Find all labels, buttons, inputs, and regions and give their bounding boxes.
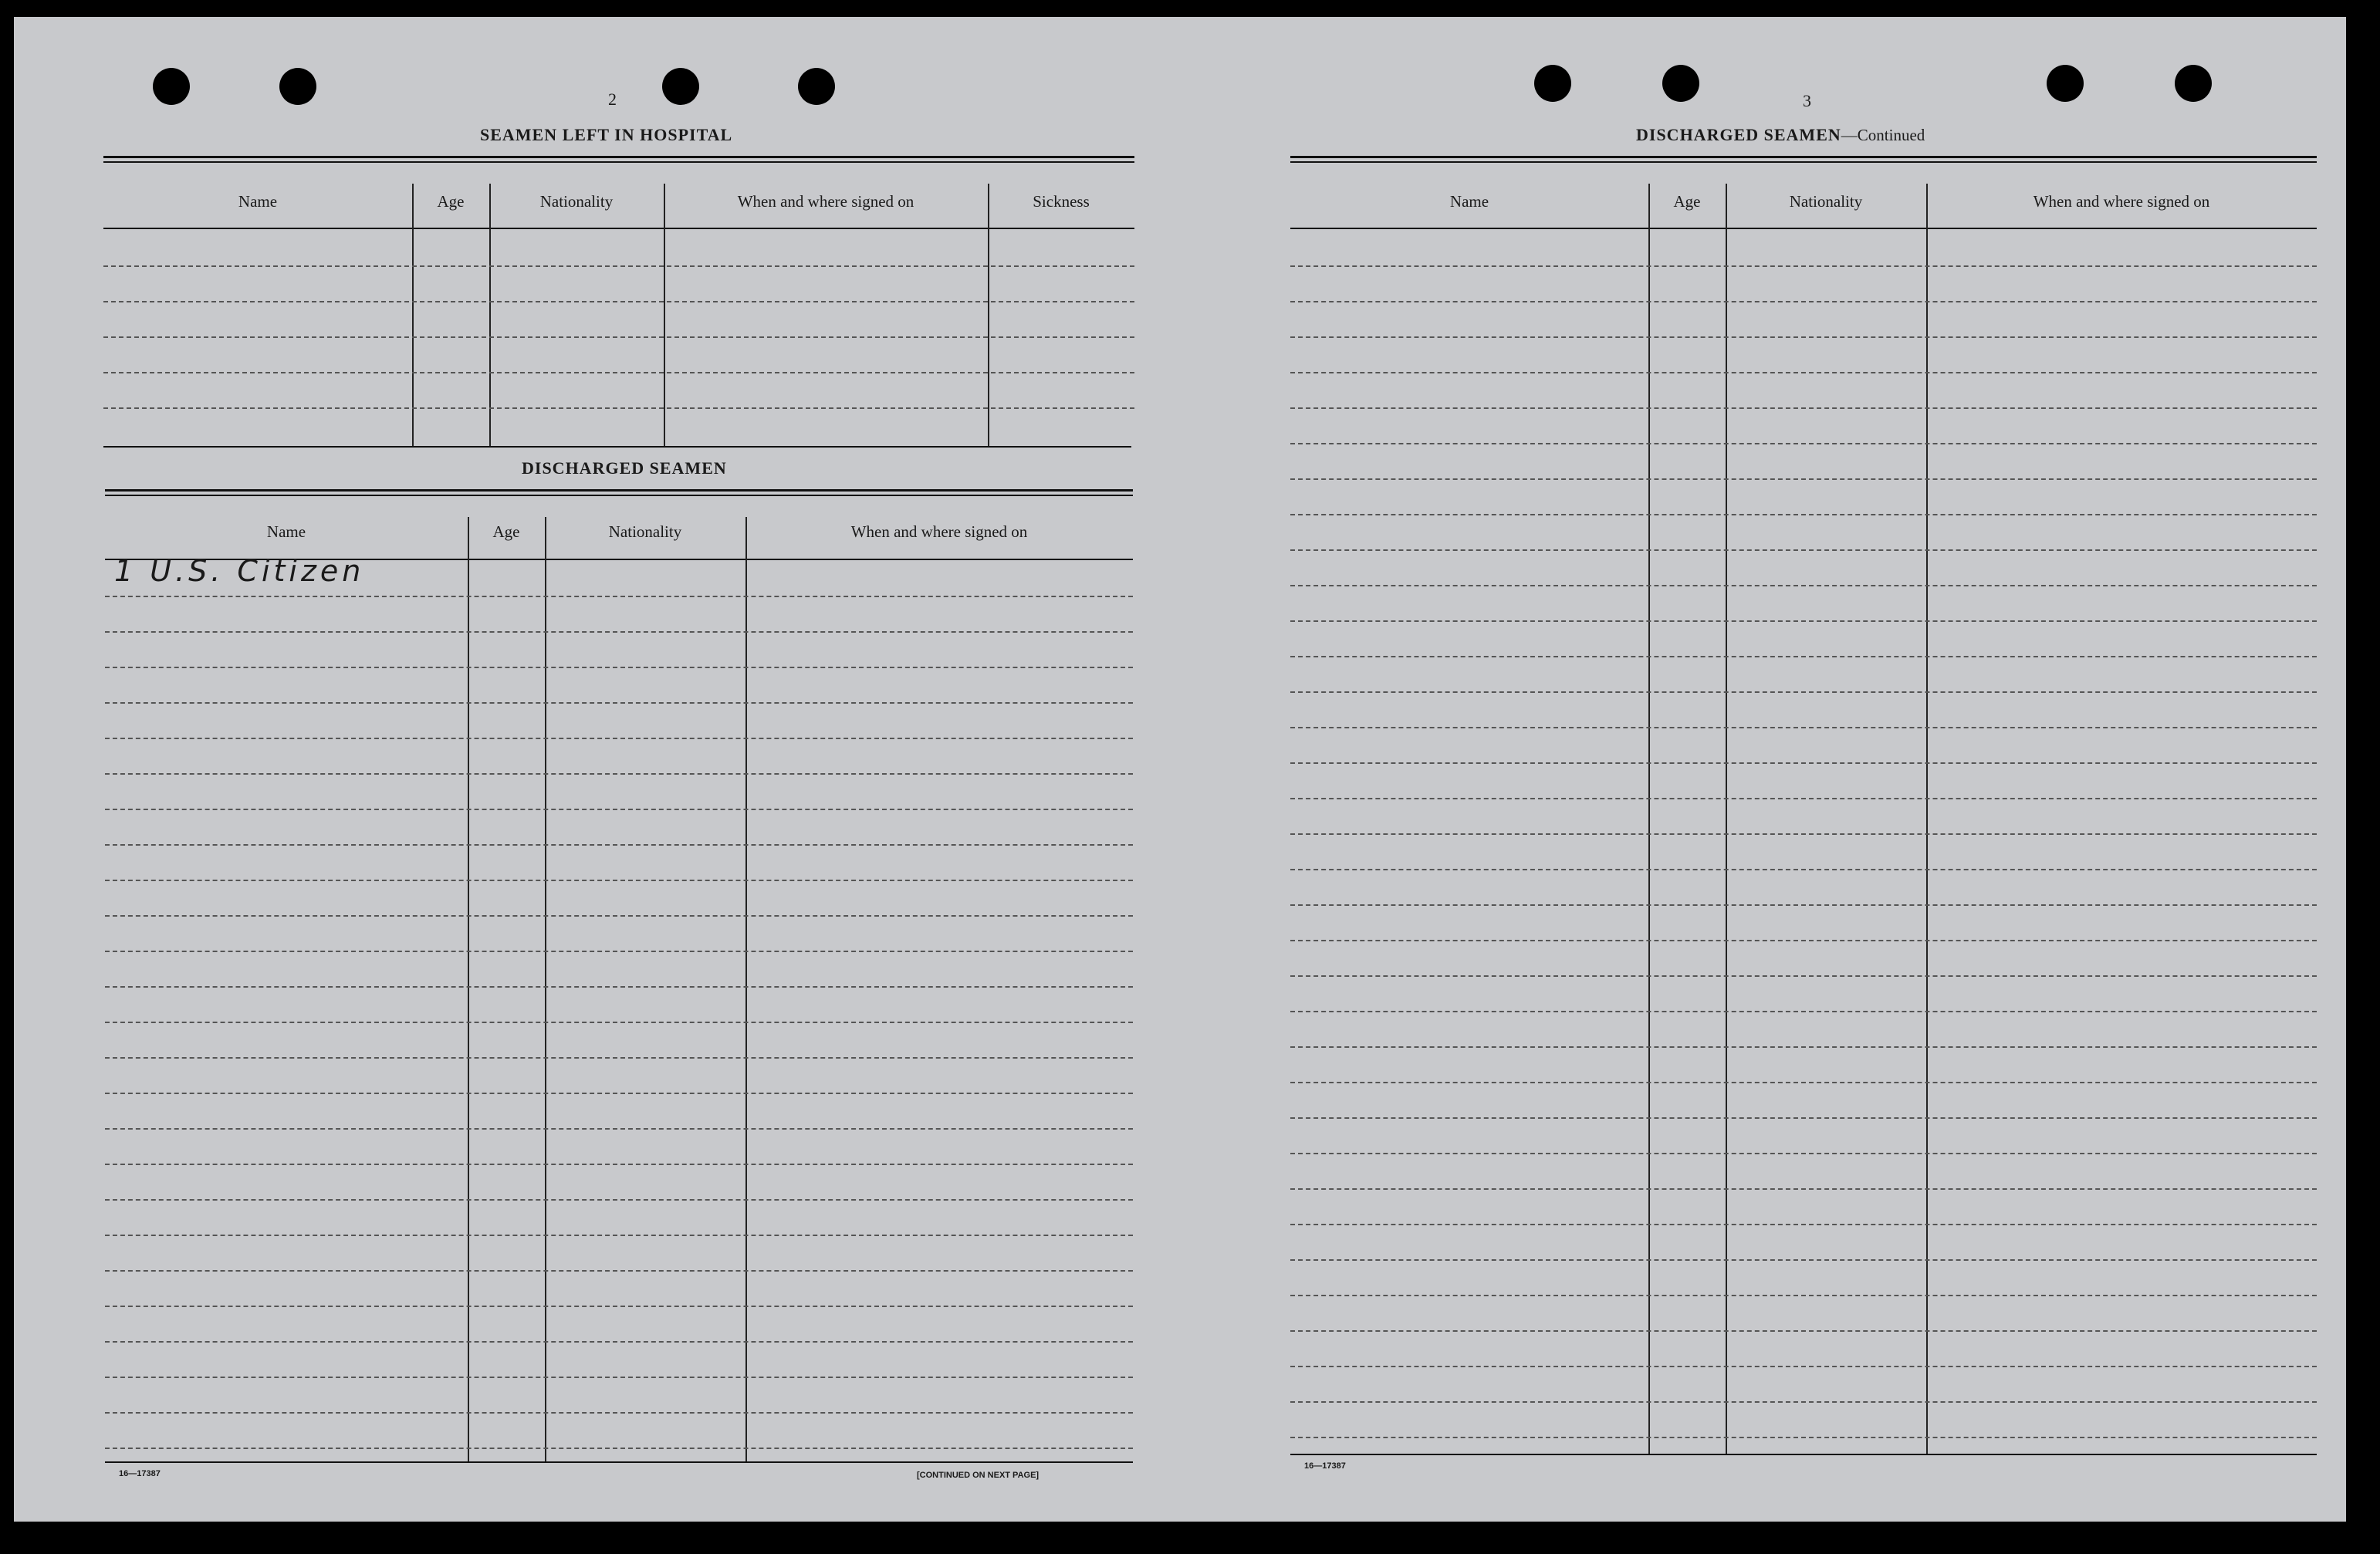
hospital-table <box>103 156 1134 449</box>
row-rule <box>1290 1330 2317 1332</box>
row-rule <box>105 702 1133 704</box>
page-number: 2 <box>608 90 617 109</box>
row-rule <box>1290 265 2317 267</box>
row-rule <box>1290 478 2317 480</box>
row-rule <box>105 1164 1133 1165</box>
row-rule <box>105 1057 1133 1059</box>
row-rule <box>1290 1011 2317 1012</box>
row-rule <box>1290 1046 2317 1048</box>
row-rule <box>105 809 1133 810</box>
row-rule <box>105 951 1133 952</box>
row-rule <box>1290 1401 2317 1403</box>
discharged-section-title: DISCHARGED SEAMEN <box>522 458 727 478</box>
row-rule <box>105 986 1133 988</box>
row-rule <box>105 1235 1133 1236</box>
row-rule <box>1290 798 2317 799</box>
row-rule <box>105 667 1133 668</box>
row-rule <box>1290 1153 2317 1154</box>
row-rule <box>105 1199 1133 1201</box>
row-rule <box>1290 975 2317 977</box>
row-rule <box>105 1412 1133 1414</box>
title-suffix: —Continued <box>1841 126 1925 144</box>
row-rule <box>1290 443 2317 444</box>
row-rule <box>1290 762 2317 764</box>
row-rule <box>105 844 1133 846</box>
row-rule <box>105 631 1133 633</box>
row-rule <box>1290 1295 2317 1296</box>
row-rule <box>105 915 1133 917</box>
handwritten-entry: 1 U.S. Citizen <box>114 554 365 588</box>
row-rule <box>105 596 1133 597</box>
row-rule <box>1290 833 2317 835</box>
row-rule <box>1290 585 2317 586</box>
row-rule <box>1290 691 2317 693</box>
row-rule <box>105 1377 1133 1378</box>
row-rule <box>1290 1366 2317 1367</box>
form-number: 16—17387 <box>1304 1461 1346 1471</box>
left-page <box>14 17 1171 1522</box>
row-rule <box>105 1306 1133 1307</box>
discharged-continued-title <box>1636 125 1925 145</box>
discharged-continued-table <box>1290 156 2317 1460</box>
row-rule <box>105 1128 1133 1130</box>
row-rule <box>1290 727 2317 728</box>
column-header-name: Name <box>1449 192 1489 211</box>
continued-note: [CONTINUED ON NEXT PAGE] <box>917 1471 1040 1480</box>
column-header-nationality: Nationality <box>608 522 682 541</box>
row-rule <box>105 738 1133 739</box>
row-rule <box>105 1270 1133 1272</box>
row-rule <box>1290 656 2317 657</box>
column-header-sickness: Sickness <box>1033 192 1090 211</box>
row-rule <box>1290 1188 2317 1190</box>
form-number: 16—17387 <box>119 1469 161 1478</box>
row-rule <box>1290 869 2317 870</box>
column-header-age: Age <box>437 192 465 211</box>
row-rule <box>105 1093 1133 1094</box>
row-rule <box>1290 514 2317 515</box>
row-rule <box>1290 301 2317 302</box>
column-header-age: Age <box>1673 192 1701 211</box>
column-header-signed-on: When and where signed on <box>2033 192 2210 211</box>
page-number: 3 <box>1803 91 1811 110</box>
column-header-name: Name <box>266 522 306 541</box>
row-rule <box>1290 940 2317 941</box>
row-rule <box>105 773 1133 775</box>
discharged-table <box>105 489 1133 1463</box>
row-rule <box>105 1022 1133 1023</box>
column-header-name: Name <box>238 192 278 211</box>
row-rule <box>1290 1117 2317 1119</box>
row-rule <box>105 880 1133 881</box>
row-rule <box>1290 549 2317 551</box>
row-rule <box>1290 1224 2317 1225</box>
row-rule <box>1290 1437 2317 1438</box>
column-header-nationality: Nationality <box>539 192 614 211</box>
row-rule <box>105 1341 1133 1343</box>
column-header-nationality: Nationality <box>1789 192 1863 211</box>
row-rule <box>1290 407 2317 409</box>
column-header-age: Age <box>492 522 520 541</box>
right-page <box>1187 17 2346 1522</box>
row-rule <box>1290 1082 2317 1083</box>
row-rule <box>1290 1259 2317 1261</box>
row-rule <box>1290 336 2317 338</box>
column-header-signed-on: When and where signed on <box>850 522 1028 541</box>
column-header-signed-on: When and where signed on <box>737 192 914 211</box>
document-sheet <box>14 17 2346 1522</box>
hospital-section-title: SEAMEN LEFT IN HOSPITAL <box>480 125 733 144</box>
row-rule <box>1290 620 2317 622</box>
title-main: DISCHARGED SEAMEN <box>1636 125 1841 144</box>
row-rule <box>1290 372 2317 373</box>
row-rule <box>105 1448 1133 1449</box>
row-rule <box>1290 904 2317 906</box>
